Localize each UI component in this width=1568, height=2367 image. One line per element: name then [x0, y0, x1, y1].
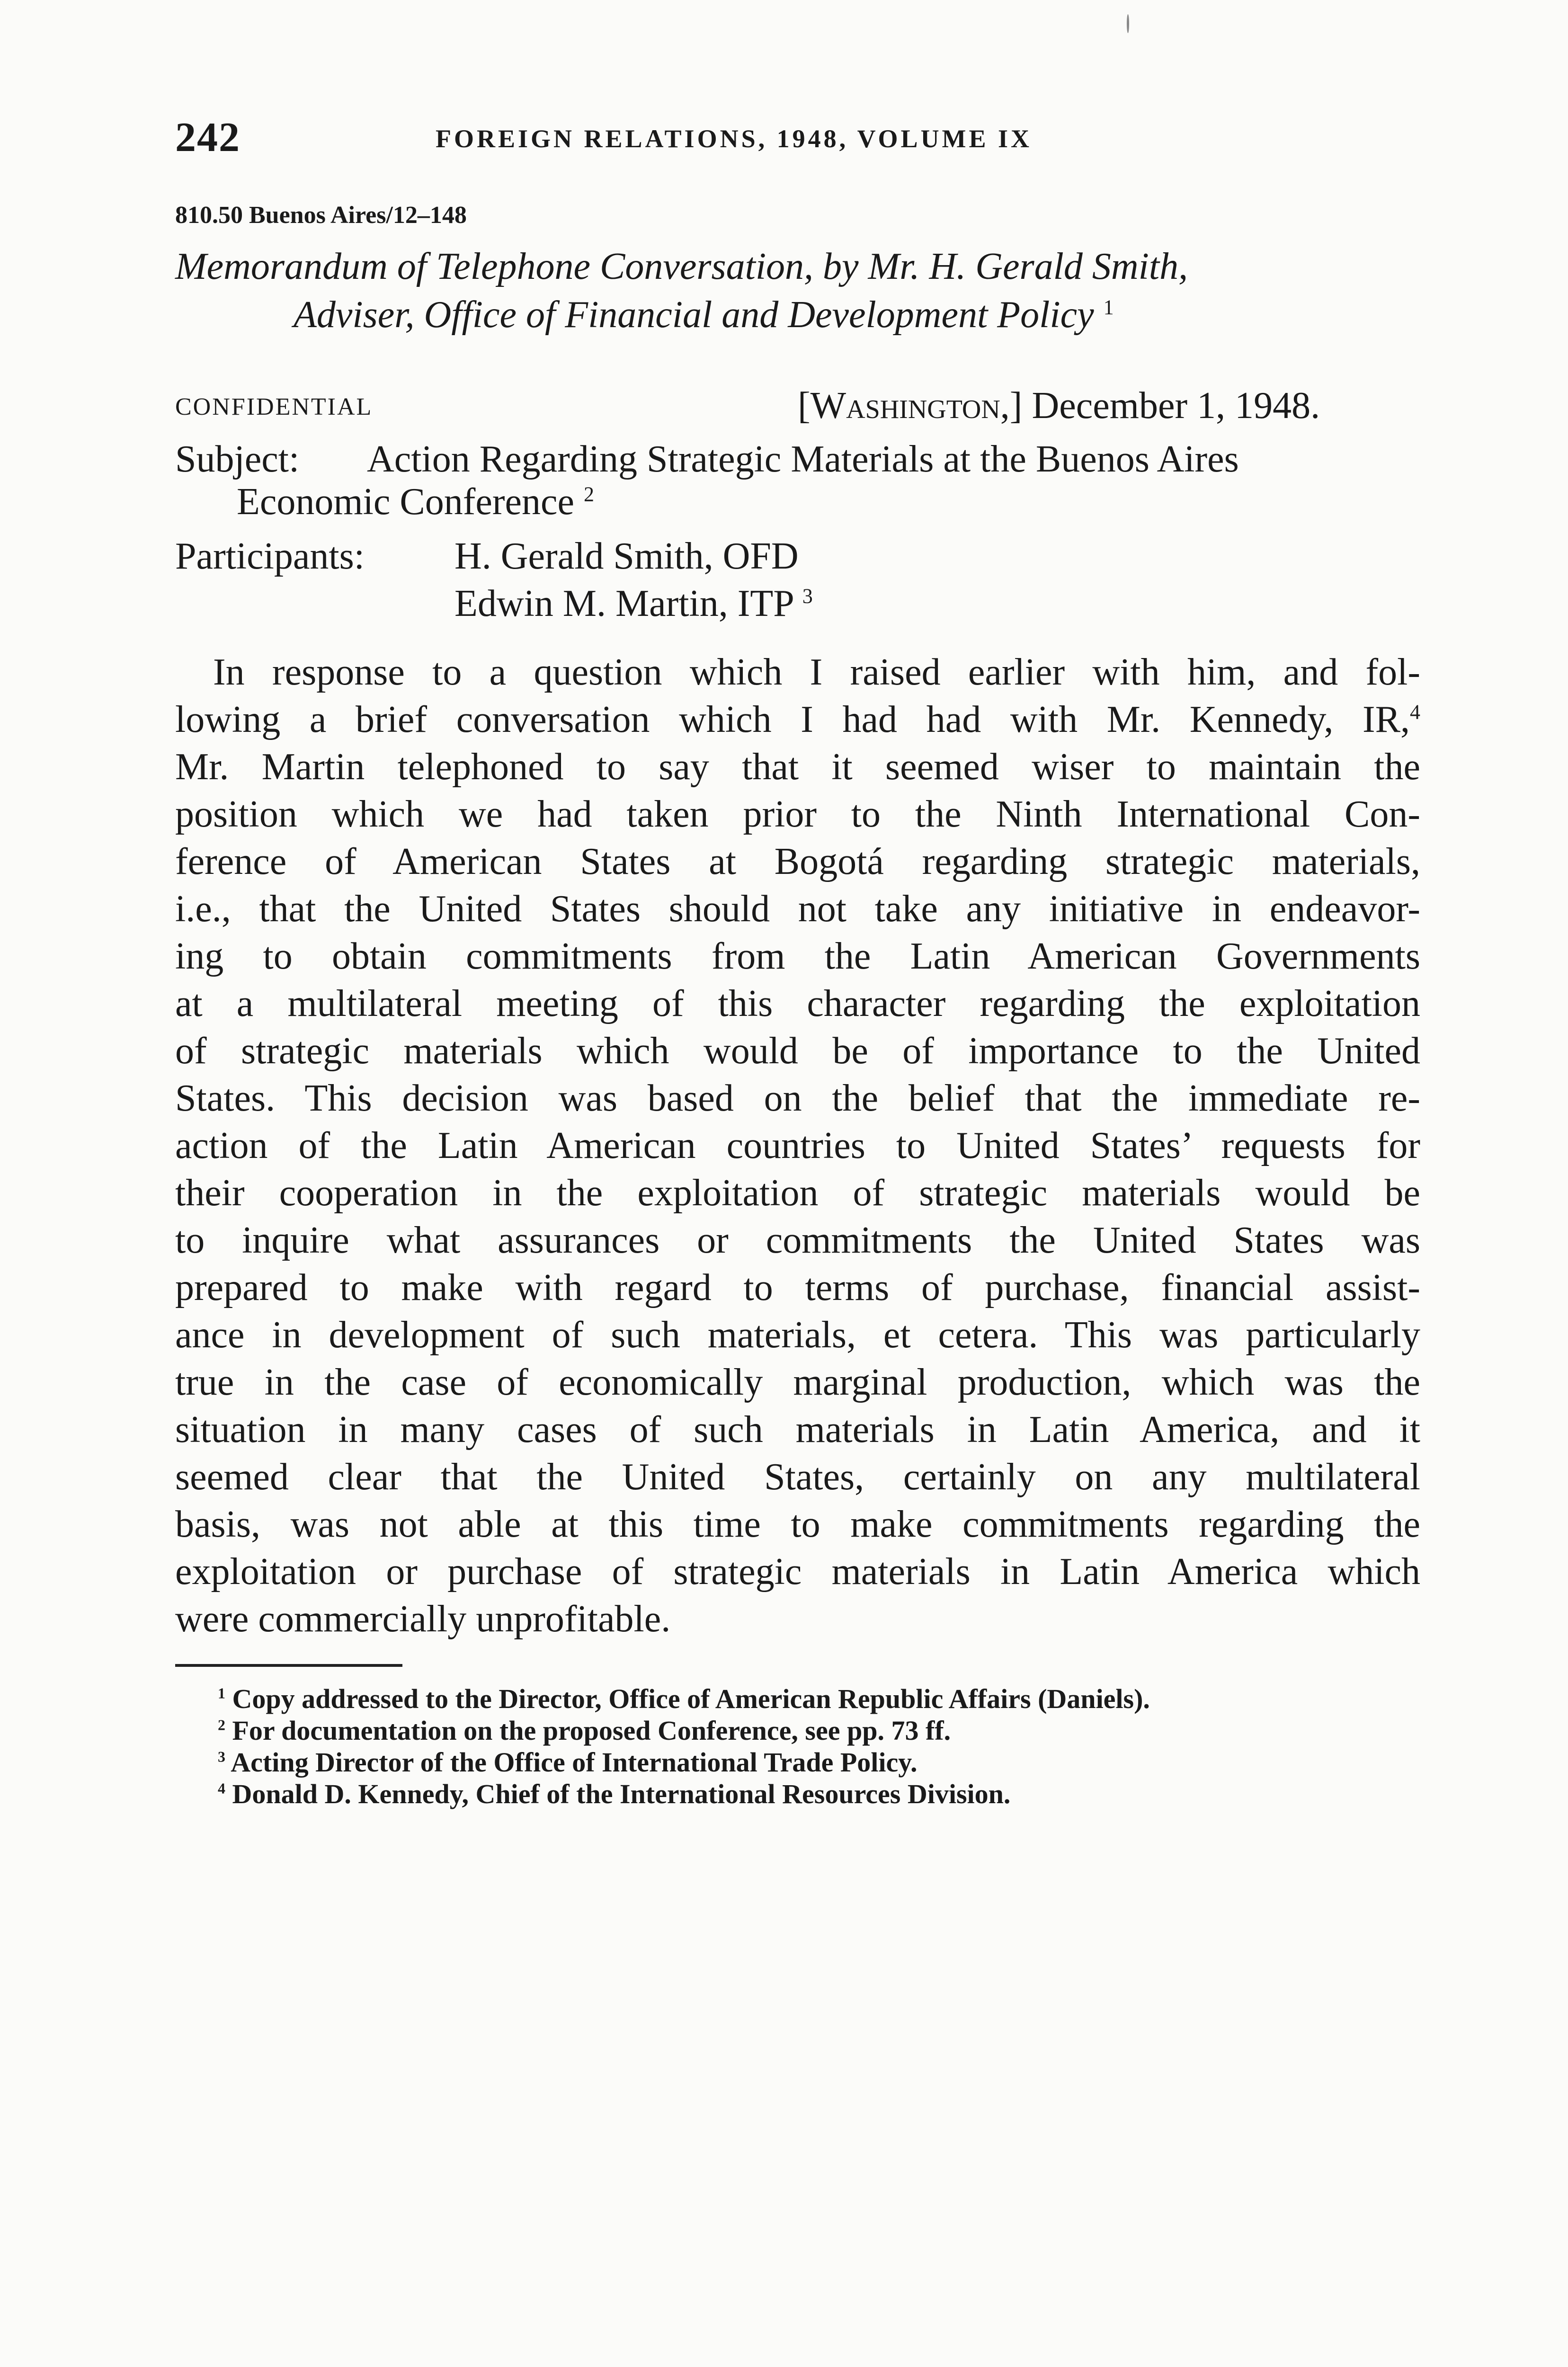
footnote	[218, 1778, 1430, 1810]
body-line: States. This decision was based on the belief that the immediate re-	[175, 1077, 1420, 1119]
document-title-line-2-text: Adviser, Office of Financial and Development Policy	[294, 294, 1094, 336]
body-line: of strategic materials which would be of importance to the United	[175, 1030, 1420, 1072]
body-line-text: lowing a brief conversation which I had had with Mr. Kennedy, IR,	[175, 699, 1410, 740]
body-line: i.e., that the United States should not take any initiative in endeavor-	[175, 888, 1420, 930]
body-line: basis, was not able at this time to make commitments regarding the	[175, 1504, 1420, 1545]
footnote-number: 2	[218, 1717, 225, 1734]
footnote-text: Copy addressed to the Director, Office of American Republic Affairs (Daniels).	[232, 1683, 1150, 1714]
body-line: action of the Latin American countries to United States’ requests for	[175, 1125, 1420, 1166]
participant-name-text: Edwin M. Martin, ITP	[454, 583, 793, 624]
body-line: prepared to make with regard to terms of purchase, financial assist-	[175, 1267, 1420, 1308]
dateline	[798, 384, 1320, 427]
subject-text-line-1: Action Regarding Strategic Materials at the Buenos Aires	[367, 438, 1239, 480]
footnote-marker: 3	[802, 584, 813, 608]
footnote	[218, 1683, 1430, 1715]
body-line: at a multilateral meeting of this character regarding the exploitation	[175, 983, 1420, 1024]
footnote-marker: 1	[1103, 295, 1114, 319]
running-head: FOREIGN RELATIONS, 1948, VOLUME IX	[436, 125, 1033, 153]
body-line: their cooperation in the exploitation of strategic materials would be	[175, 1172, 1420, 1214]
body-line: ference of American States at Bogotá regarding strategic materials,	[175, 841, 1420, 882]
body-line: were commercially unprofitable.	[175, 1598, 671, 1640]
body-line: situation in many cases of such materials in Latin America, and it	[175, 1409, 1420, 1450]
participants-label: Participants:	[175, 535, 365, 577]
footnote-number: 1	[218, 1685, 225, 1702]
body-paragraph	[175, 649, 1420, 1643]
footnote-text: For documentation on the proposed Conference, see pp. 73 ff.	[232, 1715, 951, 1746]
body-line: true in the case of economically marginal production, which was the	[175, 1361, 1420, 1403]
body-line: ing to obtain commitments from the Latin American Governments	[175, 935, 1420, 977]
file-reference: 810.50 Buenos Aires/12–148	[175, 202, 467, 229]
body-line: position which we had taken prior to the Ninth International Con-	[175, 793, 1420, 835]
footnote-number: 4	[218, 1780, 225, 1797]
dateline-place: [Washington,]	[798, 385, 1023, 427]
body-line: to inquire what assurances or commitments the United States was	[175, 1219, 1420, 1261]
subject-label: Subject:	[175, 438, 300, 480]
body-line: In response to a question which I raised earlier with him, and fol-	[213, 651, 1420, 693]
footnote	[218, 1715, 1430, 1746]
footnote-text: Donald D. Kennedy, Chief of the International Resources Division.	[232, 1779, 1011, 1809]
scan-mark	[1127, 14, 1129, 33]
participant-name	[454, 582, 813, 625]
footnote-marker: 4	[1410, 700, 1420, 724]
document-title-line-2	[294, 294, 1114, 337]
footnote-marker: 2	[584, 482, 595, 506]
footnote-number: 3	[218, 1748, 225, 1765]
body-line: seemed clear that the United States, certainly on any multilateral	[175, 1456, 1420, 1498]
subject-text-line-2	[237, 481, 594, 524]
footnote-text: Acting Director of the Office of International Trade Policy.	[231, 1747, 918, 1778]
dateline-date: December 1, 1948.	[1032, 385, 1320, 427]
body-line	[175, 696, 1420, 743]
participant-name: H. Gerald Smith, OFD	[454, 535, 799, 577]
subject-text-line-2-text: Economic Conference	[237, 481, 575, 523]
footnote-divider	[175, 1664, 402, 1667]
document-title-line-1: Memorandum of Telephone Conversation, by Mr. H. Gerald Smith,	[175, 246, 1188, 287]
page-header	[175, 114, 1406, 170]
page-number: 242	[175, 115, 241, 160]
classification-label: CONFIDENTIAL	[175, 393, 373, 420]
body-line: ance in development of such materials, et cetera. This was particularly	[175, 1314, 1420, 1356]
footnotes	[218, 1683, 1430, 1810]
body-line: Mr. Martin telephoned to say that it seemed wiser to maintain the	[175, 746, 1420, 788]
body-line: exploitation or purchase of strategic materials in Latin America which	[175, 1551, 1420, 1593]
footnote	[218, 1746, 1430, 1778]
